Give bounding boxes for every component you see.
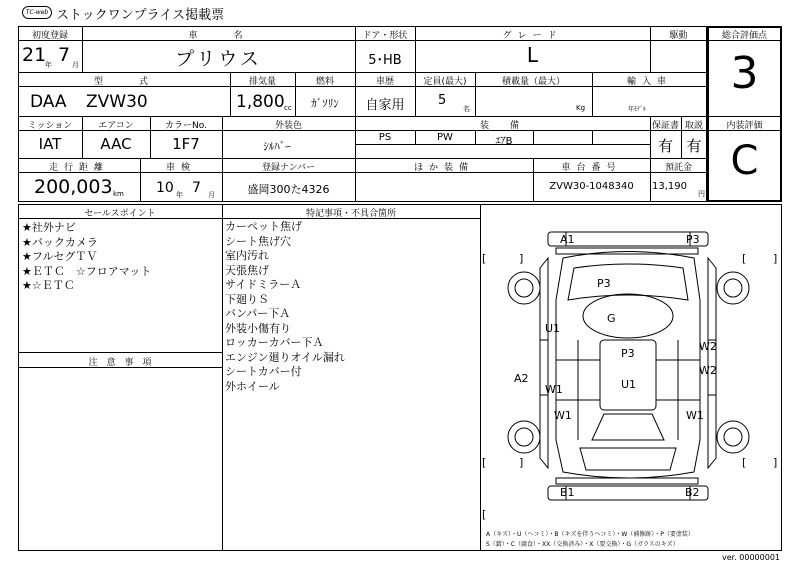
ac-value: AAC [100,135,132,153]
mission-value: IAT [38,135,62,153]
grade-value: L [526,43,539,67]
version-label: ver. 00000001 [721,553,780,562]
grade-label: グレード [502,31,563,41]
svg-text:]: ] [519,252,524,265]
damage-mark: A1 [560,233,575,246]
list-item: 下廻りＳ [225,292,269,306]
inspection-month: 7 [192,180,201,196]
page-title: ストックワンプライス掲載票 [56,8,225,23]
damage-mark: W1 [545,383,563,396]
list-item: ロッカーカバー下Ａ [225,336,324,349]
overall-score: 3 [730,48,759,99]
mileage-value: 200,003 [34,176,113,198]
manual-value: 有 [686,137,702,155]
list-item: シートカバー付 [225,365,302,378]
load-label: 積載量（最大） [501,77,565,87]
damage-legend-line: A（キズ）・U（ヘコミ）・B（キズを伴うヘコミ）・W（補修跡）・P（要塗装） [486,531,694,538]
list-item: バンパー下Ａ [225,307,291,320]
type-value: ZVW30 [86,92,148,112]
svg-text:[: [ [742,252,747,265]
list-item: ★フルセグＴＶ [22,250,98,263]
cc-unit: cc [284,104,292,112]
import-label: 輸入車 [626,77,672,87]
cc-value: 1,800 [236,92,285,112]
car-damage-diagram [481,205,781,550]
cc-label: 排気量 [248,77,276,87]
warranty-label: 保証書 [651,121,679,131]
month-unit: 月 [72,61,79,69]
damage-legend-line: S（錆）・C（腐食）・XX（交換済み）・X（要交換）・G（ガラスのキズ） [486,541,679,548]
sales-points-list [22,221,151,294]
list-item: 外ホイール [225,379,280,393]
warranty-value: 有 [657,137,673,155]
special-notes-label: 特記事項・不具合箇所 [305,209,396,219]
mileage-label: 走行距離 [48,163,109,173]
damage-mark: U1 [545,322,561,335]
list-item: カーペット焦げ [225,220,302,233]
damage-mark: B1 [560,486,575,499]
svg-text:[: [ [742,456,747,469]
recycle-label: 預託金 [664,163,692,173]
capacity-unit: 名 [463,105,470,113]
capacity-value: 5 [438,93,447,108]
list-item: サイドミラーＡ [225,278,302,291]
list-item: エンジン廻りオイル漏れ [225,350,345,364]
door-label: ドア・形状 [362,31,408,41]
car-name: プリウス [175,48,262,70]
overall-label: 総合評価点 [721,31,767,41]
drive-label: 駆動 [669,31,688,41]
list-item: ★バックカメラ [22,235,98,249]
fuel-value: ｶﾞｿﾘﾝ [311,97,339,110]
chassis-value: ZVW30-1048340 [549,181,634,192]
damage-mark: G [607,312,616,325]
damage-mark: W2 [699,340,717,353]
color-value: 1F7 [172,135,200,153]
interior-score: C [730,138,759,184]
svg-text:]: ] [773,456,778,469]
damage-mark: W1 [554,409,572,422]
interior-label: 内装評価 [726,121,763,131]
equip-item: PS [378,132,392,143]
svg-text:]: ] [773,252,778,265]
inspection-month-unit: 月 [208,191,215,199]
svg-text:[: [ [482,252,487,265]
list-item: 室内汚れ [225,249,269,262]
capacity-label: 定員(最大) [423,77,467,87]
plate-value: 盛岡300た4326 [247,183,330,196]
mission-label: ミッション [27,121,73,131]
color-label: カラーNo. [165,121,207,131]
type-prefix: DAA [30,92,67,112]
year-unit: 年 [45,61,52,69]
damage-mark: P3 [621,347,635,360]
list-item: シート焦げ穴 [225,234,291,248]
recycle-unit: 円 [698,190,705,198]
plate-label: 登録ナンバー [262,163,315,173]
damage-mark: P3 [597,277,611,290]
list-item: 天張焦げ [225,263,269,277]
mileage-unit: km [113,190,124,198]
list-item: ★☆ＥＴＣ [22,279,75,292]
svg-text:[: [ [482,456,487,469]
fuel-label: 燃料 [315,77,334,87]
list-item: ★社外ナビ [22,221,76,234]
caution-label: 注 意 事 項 [88,358,152,368]
history-label: 車歴 [375,77,394,87]
chassis-label: 車台番号 [561,163,622,173]
special-notes-list [225,220,345,394]
list-item: ★ＥＴＣ ☆フロアマット [22,264,152,278]
paint-value: ｼﾙﾊﾞｰ [263,140,291,153]
other-equip-label: ほか装備 [413,163,474,173]
logo: TC-web [22,6,52,19]
equip-label: 装 備 [479,121,525,131]
name-label: 車 名 [188,31,249,41]
damage-mark: B2 [685,486,700,499]
svg-text:[: [ [482,508,487,521]
damage-mark: W1 [686,409,704,422]
damage-mark: U1 [621,378,637,391]
inspection-year: 10 [156,180,174,196]
ac-label: エアコン [98,121,134,131]
damage-mark: P3 [686,233,700,246]
equip-item: PW [437,132,453,143]
damage-mark: W2 [699,364,717,377]
history-value: 自家用 [365,98,405,113]
load-unit: Kg [576,104,586,112]
svg-text:]: ] [519,456,524,469]
manual-label: 取説 [684,121,703,131]
type-label: 型 式 [93,77,154,87]
import-model-note: 年ﾓﾃﾞﾙ [628,106,647,113]
first-reg-label: 初度登録 [31,31,68,41]
recycle-value: 13,190 [652,181,687,192]
sales-points-label: セールスポイント [84,209,156,219]
inspection-year-unit: 年 [176,191,183,199]
inspection-label: 車検 [165,163,196,173]
list-item: 外装小傷有り [225,321,291,335]
door-shape: 5･HB [368,53,402,68]
damage-mark: A2 [514,372,529,385]
first-reg-year: 21 [22,44,47,66]
equip-item: ｴｱB [495,136,513,147]
paint-label: 外装色 [274,121,302,131]
first-reg-month: 7 [58,44,71,66]
